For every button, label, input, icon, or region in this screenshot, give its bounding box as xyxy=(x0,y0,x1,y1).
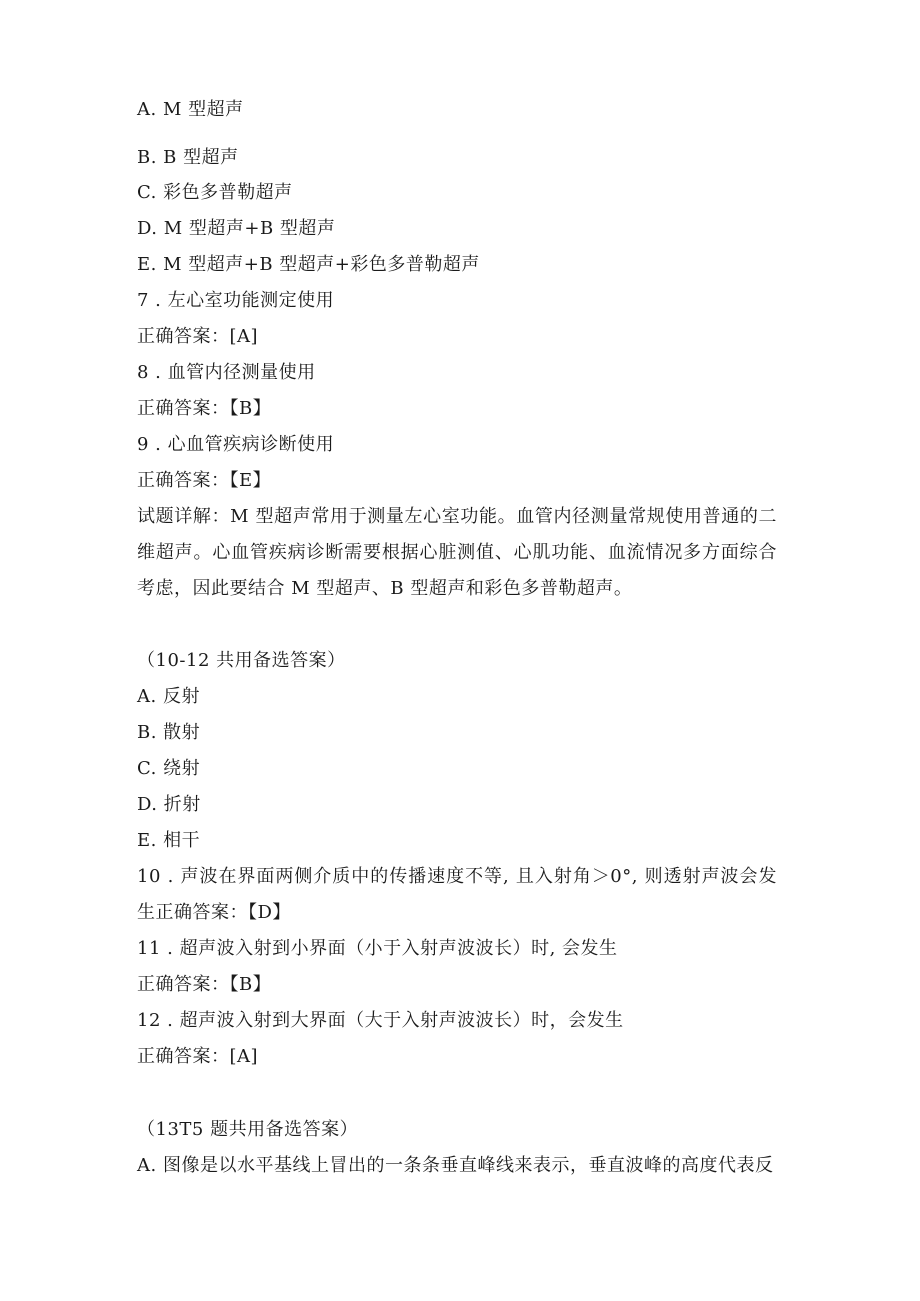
question-8: 8 . 血管内径测量使用 xyxy=(137,362,316,383)
group-header-10-12: （10-12 共用备选答案） xyxy=(137,650,346,671)
question-7: 7 . 左心室功能测定使用 xyxy=(137,290,335,311)
group-header-13-15: （13T5 题共用备选答案） xyxy=(137,1119,359,1140)
answer-7: 正确答案：[A] xyxy=(137,326,259,347)
question-10-with-answer: 10 . 声波在界面两侧介质中的传播速度不等, 且入射角＞0°, 则透射声波会发生正确答案：【D】 xyxy=(137,866,777,923)
option-a-reflection: A. 反射 xyxy=(137,686,200,707)
option-e-m-b-doppler: E. M 型超声+B 型超声+彩色多普勒超声 xyxy=(137,254,480,275)
answer-11: 正确答案：【B】 xyxy=(137,974,272,995)
question-9: 9 . 心血管疾病诊断使用 xyxy=(137,434,335,455)
option-c-color-doppler: C. 彩色多普勒超声 xyxy=(137,182,293,203)
question-12: 12 . 超声波入射到大界面（大于入射声波波长）时，会发生 xyxy=(137,1010,624,1031)
option-e-interference: E. 相干 xyxy=(137,830,201,851)
option-b-scattering: B. 散射 xyxy=(137,722,201,743)
question-11: 11 . 超声波入射到小界面（小于入射声波波长）时, 会发生 xyxy=(137,938,618,959)
option-d-refraction: D. 折射 xyxy=(137,794,201,815)
answer-12: 正确答案：[A] xyxy=(137,1046,259,1067)
option-b-b-mode: B. B 型超声 xyxy=(137,147,239,168)
option-c-diffraction: C. 绕射 xyxy=(137,758,201,779)
option-a-m-mode: A. M 型超声 xyxy=(137,99,244,120)
option-d-m-plus-b: D. M 型超声+B 型超声 xyxy=(137,218,336,239)
answer-8: 正确答案：【B】 xyxy=(137,398,272,419)
explanation-paragraph: 试题详解：M 型超声常用于测量左心室功能。血管内径测量常规使用普通的二维超声。心血管疾病诊断需要根据心脏测值、心肌功能、血流情况多方面综合考虑，因此要结合 M 型超声、B 型超声和彩色多普勒超声。 xyxy=(137,506,777,599)
option-a-a-mode-description: A. 图像是以水平基线上冒出的一条条垂直峰线来表示，垂直波峰的高度代表反 xyxy=(137,1155,774,1176)
answer-9: 正确答案：【E】 xyxy=(137,470,272,491)
